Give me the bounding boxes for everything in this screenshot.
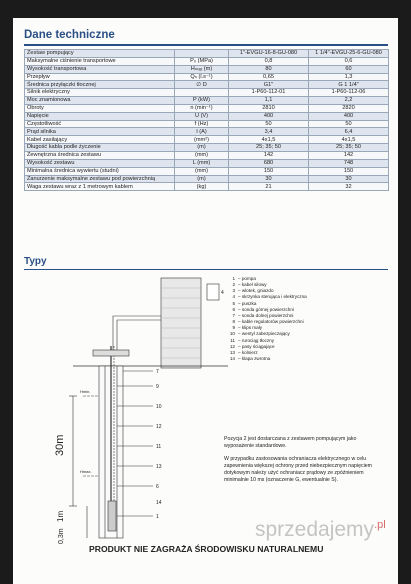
legend-number: 12 bbox=[229, 343, 235, 349]
legend-number: 1 bbox=[232, 276, 235, 281]
spec-label: Częstotliwość bbox=[25, 120, 175, 128]
callout-label: 1 bbox=[156, 514, 159, 520]
spec-header-model-b: 1 1/4"-EVGU-25-6-GU-080 bbox=[309, 50, 389, 58]
legend-item: 12 – pasy ściągające bbox=[225, 344, 307, 350]
control-box bbox=[207, 284, 219, 300]
spec-row bbox=[25, 81, 389, 89]
callout-label: 11 bbox=[156, 444, 162, 450]
callout-label: 12 bbox=[156, 424, 162, 430]
legend-item: 14 – klapa zwrotna bbox=[225, 356, 307, 362]
legend-number: 4 bbox=[232, 294, 235, 300]
footer-slogan: PRODUKT NIE ZAGRAŻA ŚRODOWISKU NATURALNEMU bbox=[89, 544, 324, 554]
spec-unit bbox=[175, 89, 229, 97]
spec-label: Kabel zasilający bbox=[25, 136, 175, 144]
legend-number: 8 bbox=[232, 319, 235, 325]
spec-label: Minimalna średnica wywiertu (studni) bbox=[25, 167, 175, 175]
legend-item: 10 – wentyl zabezpieczający bbox=[225, 331, 307, 337]
spec-value-b: 0,6 bbox=[309, 57, 389, 65]
spec-header-label: Zestaw pompujący bbox=[25, 50, 175, 58]
spec-value-a: 2810 bbox=[229, 104, 309, 112]
heading-rule bbox=[24, 44, 388, 46]
spec-table bbox=[24, 49, 389, 191]
dim-30m: 30m bbox=[54, 434, 66, 456]
level-min-label: Hmin. bbox=[80, 389, 91, 394]
spec-value-a: 3,4 bbox=[229, 128, 309, 136]
legend-text: wlotek, gniazdo bbox=[241, 288, 274, 294]
spec-value-b: 32 bbox=[309, 183, 389, 191]
spec-unit: P (kW) bbox=[175, 97, 229, 105]
spec-value-b: 2820 bbox=[309, 104, 389, 112]
legend-text: pompa bbox=[241, 276, 256, 281]
spec-unit: n (min⁻¹) bbox=[175, 104, 229, 112]
spec-value-a: 1,1 bbox=[229, 97, 309, 105]
spec-value-b: 400 bbox=[309, 112, 389, 120]
legend-number: 11 bbox=[230, 337, 235, 343]
spec-value-a: 50 bbox=[229, 120, 309, 128]
spec-value-b: 1-P60-112-06 bbox=[309, 89, 389, 97]
spec-label: Zanurzenie maksymalne zestawu pod powierzchnią bbox=[25, 175, 175, 183]
legend-number: 9 bbox=[232, 325, 235, 331]
level-max-label: Hmax. bbox=[80, 469, 92, 474]
legend-text: klips mały bbox=[241, 325, 263, 331]
dim-03m: 0,3m bbox=[58, 528, 65, 544]
spec-unit: (m) bbox=[175, 144, 229, 152]
spec-label: Maksymalne ciśnienie transportowe bbox=[25, 57, 175, 65]
spec-unit: U (V) bbox=[175, 112, 229, 120]
spec-unit: (m) bbox=[175, 175, 229, 183]
spec-label: Zewnętrzna średnica zestawu bbox=[25, 151, 175, 159]
legend-text: rurociąg tłoczny bbox=[241, 337, 275, 343]
spec-value-b: 4x1,5 bbox=[309, 136, 389, 144]
callout-label: 10 bbox=[156, 404, 162, 410]
legend-item: 2 – kabel silowy bbox=[225, 282, 307, 288]
spec-row bbox=[25, 73, 389, 81]
spec-value-a: 30 bbox=[229, 175, 309, 183]
callout-label: 13 bbox=[156, 464, 162, 470]
legend-item: 5 – puszka bbox=[225, 301, 307, 307]
legend-item: 6 – sonda górnej powierzchni bbox=[225, 307, 307, 313]
spec-value-b: 30 bbox=[309, 175, 389, 183]
spec-row bbox=[25, 128, 389, 136]
note-paragraph-1: Pozycja 2 jest dostarczana z zestawem pompującym jako wyposażenie standardowe. bbox=[224, 436, 357, 449]
legend-text: wentyl zabezpieczający bbox=[241, 331, 290, 337]
spec-value-b: G 1 1/4" bbox=[309, 81, 389, 89]
callout-label: 4 bbox=[221, 290, 224, 296]
dim-1m: 1m bbox=[56, 510, 65, 522]
spec-row bbox=[25, 112, 389, 120]
installation-diagram bbox=[53, 276, 233, 548]
legend-item: 7 – sonda dolnej powierzchni bbox=[225, 313, 307, 319]
callout-label: 6 bbox=[156, 484, 159, 490]
spec-unit: ∅ D bbox=[175, 81, 229, 89]
pump-body bbox=[108, 501, 116, 531]
spec-unit: (kg) bbox=[175, 183, 229, 191]
spec-value-a: 400 bbox=[229, 112, 309, 120]
spec-value-b: 25; 35; 50 bbox=[309, 144, 389, 152]
spec-unit: I (A) bbox=[175, 128, 229, 136]
legend-item: 9 – klips mały bbox=[225, 325, 307, 331]
spec-label: Waga zestawu wraz z 1 metrowym kablem bbox=[25, 183, 175, 191]
building-wall bbox=[161, 278, 201, 368]
spec-label: Średnica przyłączki tłocznej bbox=[25, 81, 175, 89]
legend-number: 5 bbox=[232, 300, 235, 306]
types-rule bbox=[24, 269, 388, 270]
callout-label: 7 bbox=[156, 369, 159, 375]
spec-label: Wysokość zestawu bbox=[25, 159, 175, 167]
legend-text: sonda górnej powierzchni bbox=[241, 306, 294, 312]
legend-text: pasy ściągające bbox=[241, 343, 275, 349]
legend-item: 13 – kolnierz bbox=[225, 350, 307, 356]
legend-text: sonda dolnej powierzchni bbox=[241, 312, 294, 318]
spec-value-b: 1,3 bbox=[309, 73, 389, 81]
spec-label: Przepływ bbox=[25, 73, 175, 81]
legend-text: puszka bbox=[241, 300, 257, 306]
legend-text: klapa zwrotna bbox=[241, 356, 271, 362]
spec-unit: Qₙ (l.s⁻¹) bbox=[175, 73, 229, 81]
spec-value-b: 2,2 bbox=[309, 97, 389, 105]
legend-number: 3 bbox=[232, 288, 235, 294]
spec-value-a: 21 bbox=[229, 183, 309, 191]
spec-row bbox=[25, 104, 389, 112]
spec-label: Wysokość transportowa bbox=[25, 65, 175, 73]
legend-number: 7 bbox=[232, 312, 235, 318]
legend-item: 1 – pompa bbox=[225, 276, 307, 282]
spec-row bbox=[25, 167, 389, 175]
spec-value-a: 142 bbox=[229, 151, 309, 159]
legend-number: 13 bbox=[229, 349, 235, 355]
spec-label: Obroty bbox=[25, 104, 175, 112]
spec-unit: (mm) bbox=[175, 167, 229, 175]
spec-unit: Hₘₐₓ (m) bbox=[175, 65, 229, 73]
spec-row bbox=[25, 136, 389, 144]
legend-number: 14 bbox=[229, 356, 235, 362]
spec-label: Napięcie bbox=[25, 112, 175, 120]
spec-value-b: 748 bbox=[309, 159, 389, 167]
legend-item: 11 – rurociąg tłoczny bbox=[225, 338, 307, 344]
spec-header-model-a: 1"-EVGU-16-8-GU-080 bbox=[229, 50, 309, 58]
spec-value-a: 0,65 bbox=[229, 73, 309, 81]
legend-item: 8 – kable regulatorów powierzchni bbox=[225, 319, 307, 325]
spec-row bbox=[25, 175, 389, 183]
spec-value-a: G1" bbox=[229, 81, 309, 89]
spec-value-b: 50 bbox=[309, 120, 389, 128]
spec-unit: (mm) bbox=[175, 151, 229, 159]
spec-unit: f (Hz) bbox=[175, 120, 229, 128]
parts-legend bbox=[225, 276, 307, 362]
callout-label: 14 bbox=[156, 500, 162, 506]
note-paragraph-2: W przypadku zastosowania ochraniacza elektrycznego w celu zapewnienia większej ochrony przed niebezpiecznym napięciem dotykowym należy użyć ochraniacz prądowy ze zpóźnieniem minimalnie 10 ms (oznaczenie G, ewentualnie S). bbox=[224, 456, 372, 483]
spec-value-a: 150 bbox=[229, 167, 309, 175]
spec-value-b: 6,4 bbox=[309, 128, 389, 136]
spec-label: Prąd silnika bbox=[25, 128, 175, 136]
spec-unit: P₀ (MPa) bbox=[175, 57, 229, 65]
spec-value-b: 60 bbox=[309, 65, 389, 73]
spec-row bbox=[25, 144, 389, 152]
spec-row bbox=[25, 57, 389, 65]
legend-number: 6 bbox=[232, 306, 235, 312]
spec-row bbox=[25, 97, 389, 105]
spec-label: Długość kabla podle życzenie bbox=[25, 144, 175, 152]
legend-item: 3 – wlotek, gniazdo bbox=[225, 288, 307, 294]
spec-header-row bbox=[25, 50, 389, 58]
datasheet-page bbox=[13, 18, 398, 584]
spec-row bbox=[25, 151, 389, 159]
legend-item: 4 – skrzynka sterująca i elektryczna bbox=[225, 294, 307, 300]
spec-label: Silnik elektryczny bbox=[25, 89, 175, 97]
spec-value-b: 150 bbox=[309, 167, 389, 175]
spec-unit: (mm²) bbox=[175, 136, 229, 144]
legend-number: 2 bbox=[232, 282, 235, 288]
spec-value-a: 80 bbox=[229, 65, 309, 73]
spec-label: Moc znamionowa bbox=[25, 97, 175, 105]
watermark-logo: sprzedajemy$^{.pl}$ bbox=[255, 518, 386, 541]
spec-row bbox=[25, 89, 389, 97]
legend-text: kabel silowy bbox=[241, 282, 267, 288]
spec-unit: L (mm) bbox=[175, 159, 229, 167]
spec-value-a: 1-P60-112-01 bbox=[229, 89, 309, 97]
spec-value-b: 142 bbox=[309, 151, 389, 159]
legend-text: kolnierz bbox=[241, 349, 258, 355]
legend-text: skrzynka sterująca i elektryczna bbox=[241, 294, 307, 300]
legend-text: kable regulatorów powierzchni bbox=[241, 319, 304, 325]
spec-value-a: 25; 35; 50 bbox=[229, 144, 309, 152]
spec-row bbox=[25, 159, 389, 167]
spec-row bbox=[25, 120, 389, 128]
types-heading: Typy bbox=[24, 256, 47, 267]
legend-number: 10 bbox=[229, 331, 235, 337]
tech-data-heading: Dane techniczne bbox=[24, 29, 115, 41]
spec-value-a: 680 bbox=[229, 159, 309, 167]
spec-row bbox=[25, 65, 389, 73]
spec-row bbox=[25, 183, 389, 191]
spec-value-a: 4x1,5 bbox=[229, 136, 309, 144]
spec-value-a: 0,8 bbox=[229, 57, 309, 65]
notes-block bbox=[224, 436, 384, 490]
callout-label: 9 bbox=[156, 384, 159, 390]
